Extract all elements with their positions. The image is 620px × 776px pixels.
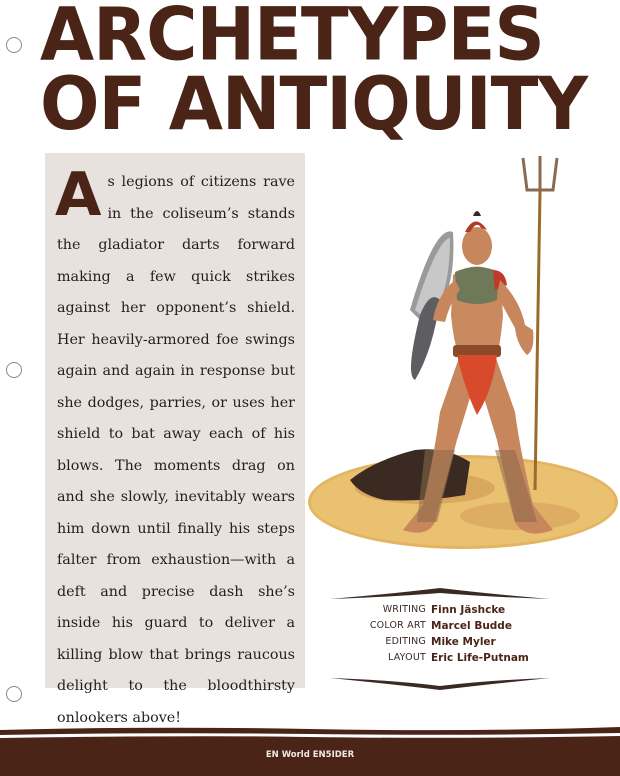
credit-name: Finn Jäshcke — [431, 604, 506, 616]
credit-role: COLOR ART — [369, 620, 426, 631]
intro-sidebar — [45, 153, 305, 726]
footer-label: EN World EN5IDER — [265, 750, 355, 760]
page-title — [40, 0, 620, 147]
credit-role: WRITING — [382, 604, 426, 615]
gladiator-illustration — [305, 150, 620, 550]
credit-role: EDITING — [385, 636, 426, 647]
punch-hole-top — [6, 37, 22, 53]
punch-hole-middle — [6, 362, 22, 378]
title-line-2: OF ANTIQUITY — [40, 60, 588, 147]
credit-name: Marcel Budde — [431, 620, 512, 632]
title-line-1: ARCHETYPES — [40, 0, 544, 78]
drop-cap: A — [55, 160, 102, 230]
intro-paragraph — [55, 160, 295, 734]
intro-text: s legions of citizens rave in the coliseum’s stands the gladiator darts forward making a few quick strikes against her opponent’s shield. Her heavily-armored foe swings again and again in response but she dodges, parries, or uses her shield to bat away each of his blows. The moments drag on and she slowly, inevitably wears him down until finally his steps falter from exhaustion—with a deft and precise dash she’s inside his guard to deliver a killing blow that brings raucous delight to the bloodthirsty onlookers above! — [57, 174, 295, 726]
credit-name: Eric Life-Putnam — [431, 652, 529, 664]
credits-block — [330, 585, 550, 693]
trident-icon — [535, 192, 540, 490]
gladiator-head — [462, 227, 492, 265]
credit-role: LAYOUT — [388, 652, 426, 663]
punch-hole-bottom — [6, 686, 22, 702]
credit-name: Mike Myler — [431, 636, 496, 648]
